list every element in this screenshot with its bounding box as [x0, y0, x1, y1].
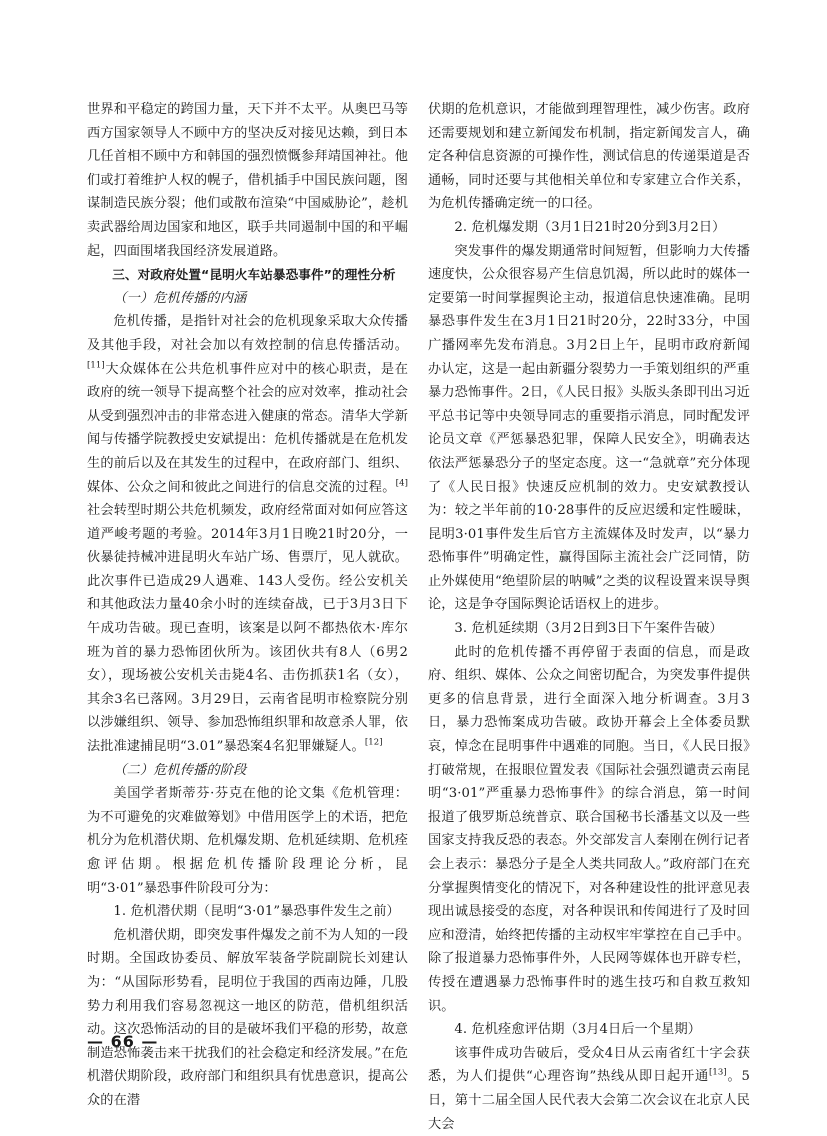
text-run: （二）危机传播的阶段 [113, 762, 247, 778]
text-run: 该事件成功告破后，受众4日从云南省红十字会获悉，为人们提供“心理咨询”热线从即日起开通 [428, 1045, 750, 1085]
text-run: 美国学者斯蒂芬·芬克在他的论文集《危机管理：为不可避免的灾难做筹划》中借用医学上的术语，把危机分为危机潜伏期、危机爆发期、危机延续期、危机痊愈评估期。根据危机传播阶段理论分析，昆明“3·01”暴恐事件阶段可分为： [87, 786, 408, 896]
subsection-heading [87, 287, 408, 311]
paragraph [87, 782, 408, 900]
numbered-heading [428, 1018, 750, 1042]
text-run: 伏期的危机意识，才能做到理智理性，减少伤害。政府还需要规划和建立新闻发布机制，指定新闻发言人，确定各种信息资源的可操作性，测试信息的传递渠道是否通畅，同时还要与其他相关单位和专家建立合作关系，为危机传播确定统一的口径。 [428, 102, 750, 212]
text-run: 1. 危机潜伏期（昆明“3·01”暴恐事件发生之前） [113, 904, 400, 920]
paragraph [87, 98, 408, 263]
text-run: 世界和平稳定的跨国力量，天下并不太平。从奥巴马等西方国家领导人不顾中方的坚决反对接见达赖，到日本几任首相不顾中方和韩国的强烈愤慨参拜靖国神社。他们或打着维护人权的幌子，借机插手中国民族问题，图谋制造民族分裂；他们或散布渲染“中国威胁论”，趁机卖武器给周边国家和地区，联手共同遏制中国的和平崛起，四面围堵我国经济发展道路。 [87, 102, 408, 259]
text-run: 。5日，第十二届全国人民代表大会第二次会议在北京人民大会 [428, 1069, 750, 1132]
text-run: 此时的危机传播不再停留于表面的信息，而是政府、组织、媒体、公众之间密切配合，为突发事件提供更多的信息背景，进行全面深入地分析调查。3月3日，暴力恐怖案成功告破。政协开幕会上全体委员默哀，悼念在昆明事件中遇难的同胞。当日，《人民日报》打破常规，在报眼位置发表《国际社会强烈谴责云南昆明“3·01”严重暴力恐怖事件》的综合消息，第一时间报道了俄罗斯总统普京、联合国秘书长潘基文以及一些国家支持我反恐的表态。外交部发言人秦刚在例行记者会上表示：暴恐分子是全人类共同敌人。”政府部门在充分掌握舆情变化的情况下，对各种建设性的批评意见表现出诚恳接受的态度，对各种误讯和传闻进行了及时回应和澄清，始终把传播的主动权牢牢掌控在自己手中。除了报道暴力恐怖事件外，人民网等媒体也开辟专栏，传授在遭遇暴力恐怖事件时的逃生技巧和自救互救知识。 [428, 644, 750, 1014]
text-run: 危机潜伏期，即突发事件爆发之前不为人知的一段时期。全国政协委员、解放军装备学院副院长刘建认为：“从国际形势看，昆明位于我国的西南边陲，几股势力利用我们容易忽视这一地区的防范，借机组织活动。这次恐怖活动的目的是破坏我们平稳的形势，故意制造恐怖袭击来干扰我们的社会稳定和经济发展。”在危机潜伏期阶段，政府部门和组织具有忧患意识，提高公众的在潜 [87, 927, 408, 1108]
right-text-column [428, 98, 750, 1136]
left-text-column [87, 98, 408, 1113]
text-run: 突发事件的爆发期通常时间短暂，但影响力大传播速度快，公众很容易产生信息饥渴，所以此时的媒体一定要第一时间掌握舆论主动，报道信息快速准确。昆明暴恐事件发生在3月1日21时20分，22时33分，中国广播网率先发布消息。3月2日上午，昆明市政府新闻办认定，这是一起由新疆分裂势力一手策划组织的严重暴力恐怖事件。2日，《人民日报》头版头条即刊出习近平总书记等中央领导同志的重要指示消息，同时配发评论员文章《严惩暴恐犯罪，保障人民安全》，明确表达依法严惩暴恐分子的坚定态度。这一“急就章”充分体现了《人民日报》快速反应机制的效力。史安斌教授认为：较之半年前的10·28事件的反应迟缓和定性暧昧，昆明3·01事件发生后官方主流媒体及时发声，以“暴力恐怖事件”明确定性，赢得国际主流社会广泛同情，防止外媒使用“绝望阶层的呐喊”之类的议程设置来误导舆论，这是争夺国际舆论话语权上的进步。 [428, 243, 750, 613]
text-run: 2. 危机爆发期（3月1日21时20分到3月2日） [454, 219, 726, 235]
paragraph [428, 641, 750, 1019]
numbered-heading [428, 617, 750, 641]
subsection-heading [87, 759, 408, 783]
text-run: 三、对政府处置“昆明火车站暴恐事件”的理性分析 [112, 267, 396, 283]
citation-ref: [13] [708, 1067, 727, 1078]
section-heading [87, 263, 408, 287]
citation-ref: [11] [87, 360, 105, 371]
text-run: 4. 危机痊愈评估期（3月4日后一个星期） [454, 1022, 702, 1038]
paragraph [428, 98, 750, 216]
text-run: 3. 危机延续期（3月2日到3日下午案件告破） [454, 621, 723, 637]
paragraph [428, 1042, 750, 1136]
text-run: 大众媒体在公共危机事件应对中的核心职责，是在政府的统一领导下提高整个社会的应对效率，推动社会从受到强烈冲击的非常态进入健康的常态。清华大学新闻与传播学院教授史安斌提出：危机传播就是在危机发生的前后以及在其发生的过程中，在政府部门、组织、媒体、公众之间和彼此之间进行的信息交流的过程。 [87, 361, 408, 495]
paragraph [87, 924, 408, 1113]
numbered-heading [87, 900, 408, 924]
paragraph [428, 240, 750, 618]
numbered-heading [428, 216, 750, 240]
text-run: 危机传播，是指针对社会的危机现象采取大众传播及其他手段，对社会加以有效控制的信息传播活动。 [87, 314, 408, 353]
paragraph [87, 310, 408, 758]
text-run: （一）危机传播的内涵 [113, 290, 247, 306]
page-number: — 66 — [87, 1032, 159, 1051]
citation-ref: [12] [364, 737, 383, 748]
citation-ref: [4] [395, 478, 408, 489]
text-run: 社会转型时期公共危机频发，政府经常面对如何应答这道严峻考题的考验。2014年3月1日晚21时20分，一伙暴徒持械冲进昆明火车站广场、售票厅，见人就砍。此次事件已造成29人遇难、143人受伤。经公安机关和其他政法力量40余小时的连续奋战，已于3月3日下午成功告破。现已查明，该案是以阿不都热依木·库尔班为首的暴力恐怖团伙所为。该团伙共有8人（6男2女），现场被公安机关击毙4名、击伤抓获1名（女），其余3名已落网。3月29日，云南省昆明市检察院分别以涉嫌组织、领导、参加恐怖组织罪和故意杀人罪，依法批准逮捕昆明“3.01”暴恐案4名犯罪嫌疑人。 [87, 503, 408, 755]
